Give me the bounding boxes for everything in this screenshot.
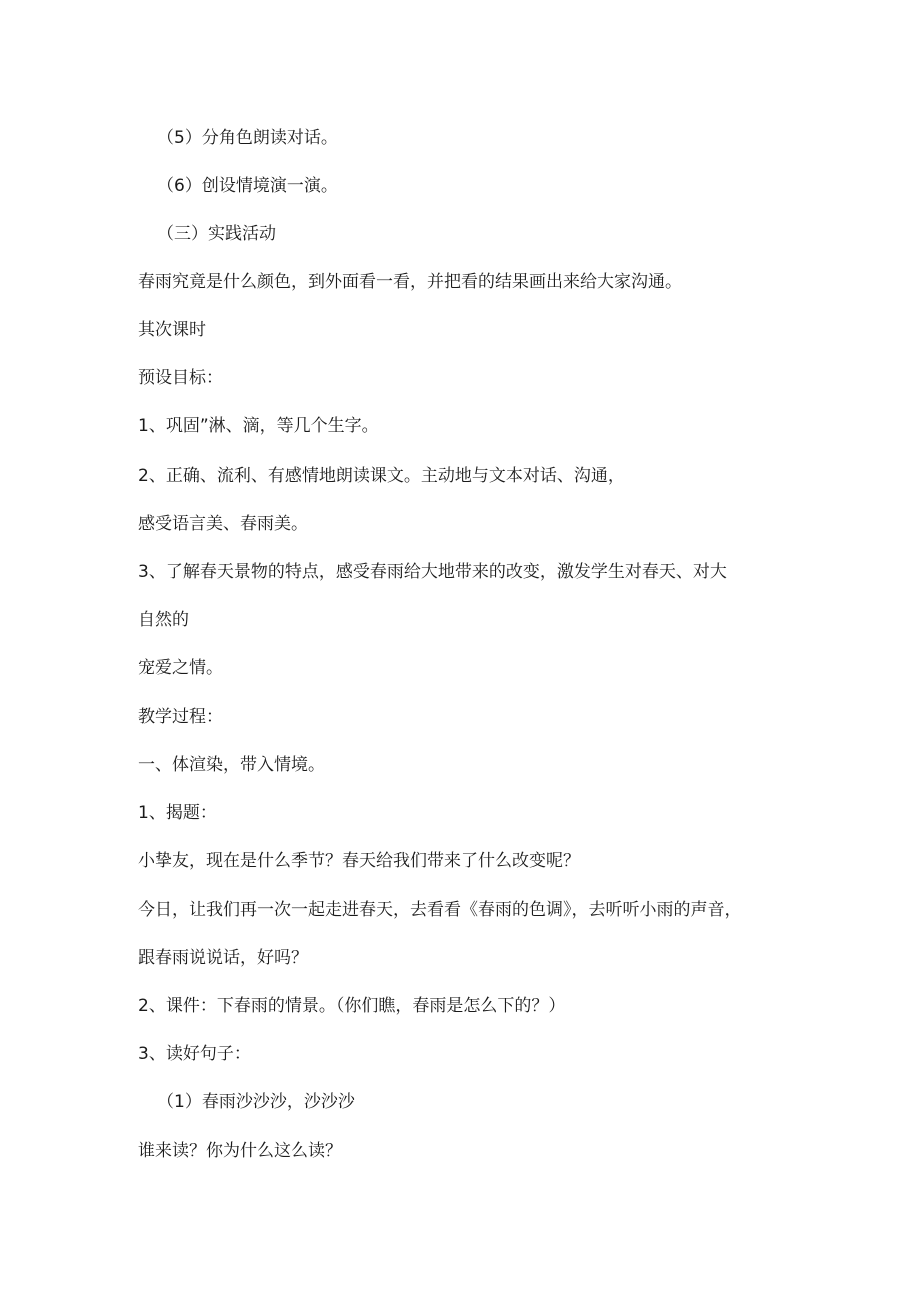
practice-paragraph: 春雨究竟是什么颜色，到外面看一看，并把看的结果画出来给大家沟通。 <box>138 272 682 292</box>
question-season-line: 小挚友，现在是什么季节？春天给我们带来了什么改变呢？ <box>138 851 580 871</box>
goal-1-line: 1、巩固”淋、滴，等几个生字。 <box>138 416 379 436</box>
who-reads-line: 谁来读？你为什么这么读？ <box>138 1141 342 1161</box>
part-1-heading: 一、体渲染，带入情境。 <box>138 755 325 775</box>
sentence-1-line: （1）春雨沙沙沙，沙沙沙 <box>157 1092 355 1112</box>
goal-2-line: 2、正确、流利、有感情地朗读课文。主动地与文本对话、沟通， <box>138 466 625 486</box>
step-2-courseware-line: 2、课件：下春雨的情景。（你们瞧，春雨是怎么下的？） <box>138 996 566 1016</box>
step-6-line: （6）创设情境演一演。 <box>157 176 338 196</box>
intro-continued-line: 跟春雨说说话，好吗？ <box>138 948 308 968</box>
goal-2-continued-line: 感受语言美、春雨美。 <box>138 514 308 534</box>
goal-3-end-line: 宠爱之情。 <box>138 658 223 678</box>
step-5-line: （5）分角色朗读对话。 <box>157 128 338 148</box>
section-practice-heading: （三）实践活动 <box>157 224 276 244</box>
intro-line: 今日，让我们再一次一起走进春天，去看看《春雨的色调》，去听听小雨的声音， <box>138 900 742 920</box>
goals-heading: 预设目标： <box>138 368 223 388</box>
goal-3-continued-line: 自然的 <box>138 610 189 630</box>
step-1-reveal-title: 1、揭题： <box>138 803 217 823</box>
step-3-read-line: 3、读好句子： <box>138 1044 251 1064</box>
second-lesson-heading: 其次课时 <box>138 320 206 340</box>
goal-3-line: 3、了解春天景物的特点，感受春雨给大地带来的改变，激发学生对春天、对大 <box>138 562 727 582</box>
process-heading: 教学过程： <box>138 707 223 727</box>
